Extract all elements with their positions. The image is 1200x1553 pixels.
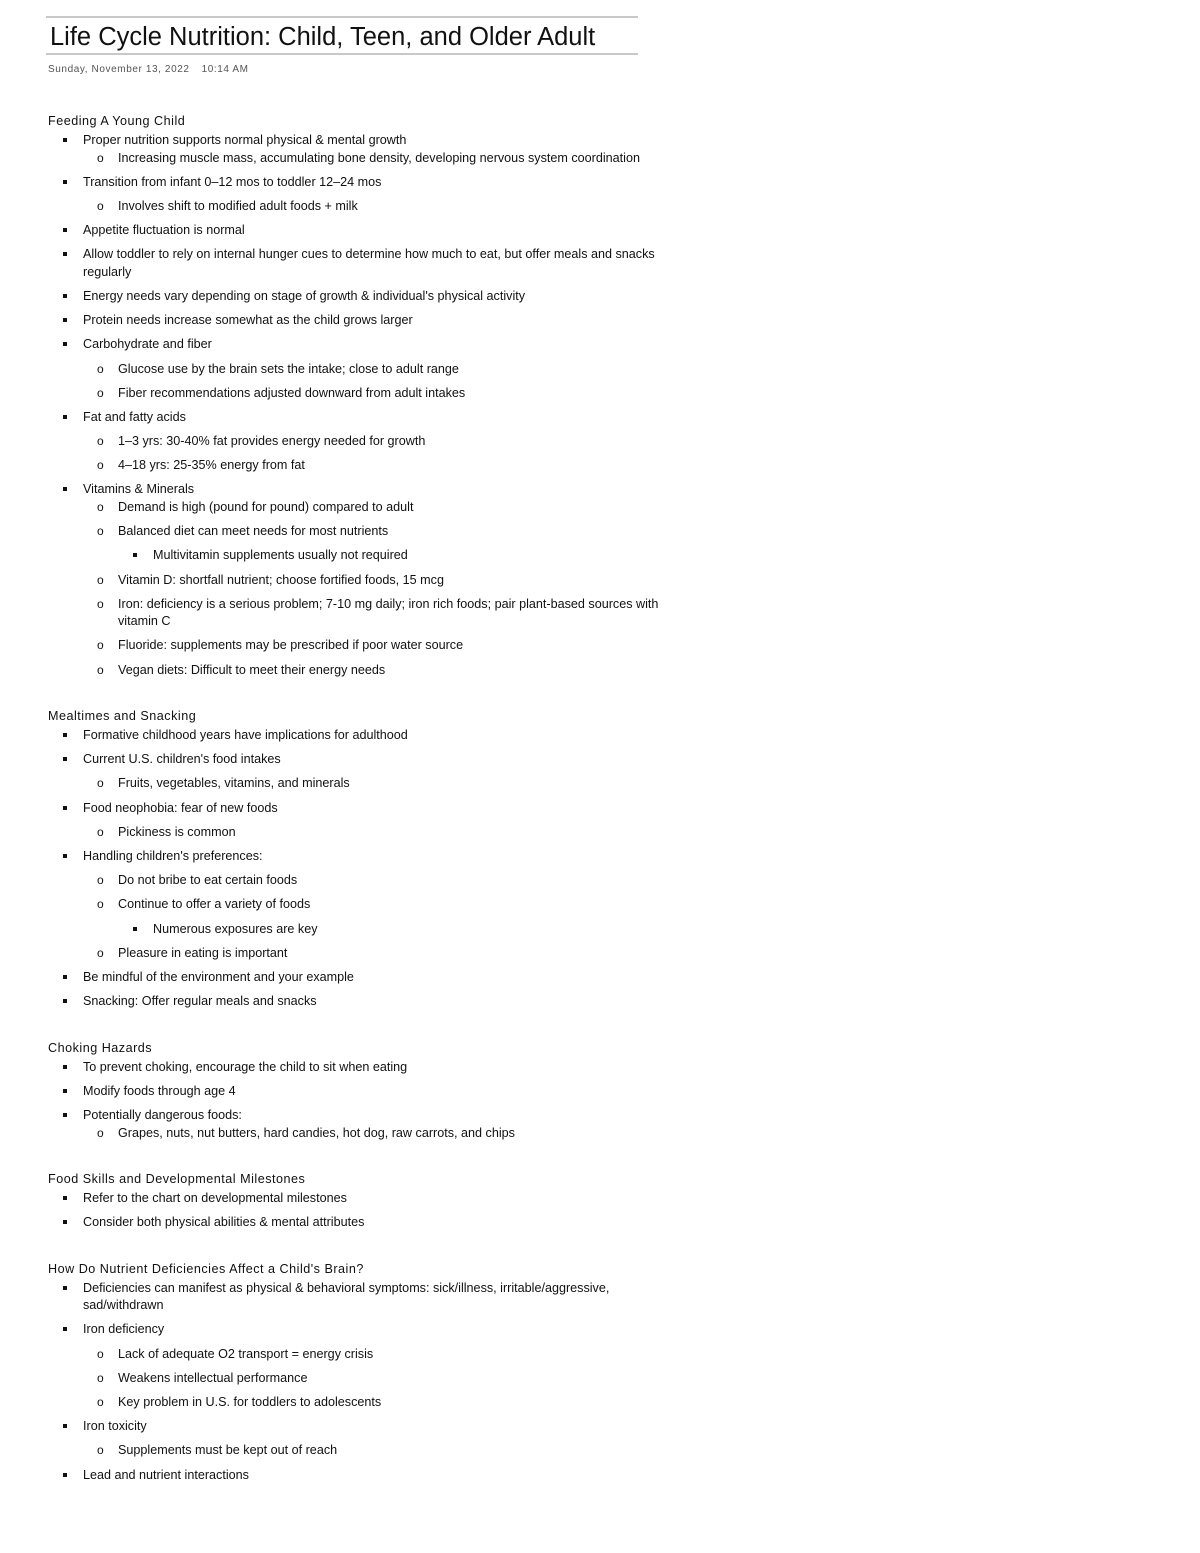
section-choking-hazards <box>48 1040 668 1142</box>
sub-list-item-text: Increasing muscle mass, accumulating bone density, developing nervous system coordination <box>118 150 640 165</box>
list-item <box>48 969 668 987</box>
section-food-skills-milestones <box>48 1171 668 1232</box>
sub-list <box>83 1346 668 1412</box>
list-item-text: Handling children's preferences: <box>83 849 263 863</box>
sub-list-item-text: Pickiness is common <box>118 824 236 839</box>
sub-list-item-text: Key problem in U.S. for toddlers to adolescents <box>118 1394 382 1409</box>
sub-list-item <box>83 872 668 890</box>
list-item-text: Modify foods through age 4 <box>83 1083 236 1098</box>
sub-list <box>83 433 668 475</box>
page-time: 10:14 AM <box>201 64 249 75</box>
sub-list-item <box>83 385 668 403</box>
list-item <box>48 751 668 793</box>
sub-list-item-text: Glucose use by the brain sets the intake; close to adult range <box>118 361 459 376</box>
list-item-text: Snacking: Offer regular meals and snacks <box>83 994 317 1009</box>
list-item <box>48 288 668 306</box>
sub-list-item <box>83 824 668 842</box>
list-item <box>48 1280 668 1315</box>
list-item <box>48 727 668 745</box>
sub-list-item <box>83 637 668 655</box>
sub-sub-list-item <box>118 547 668 565</box>
list-item-text: Food neophobia: fear of new foods <box>83 800 278 815</box>
list-item <box>48 1321 668 1411</box>
sub-list-item <box>83 433 668 451</box>
list-item <box>48 174 668 216</box>
list-item <box>48 1418 668 1460</box>
list-item-text: Appetite fluctuation is normal <box>83 223 245 238</box>
list-item <box>48 993 668 1011</box>
list-item <box>48 132 668 167</box>
list-item-text: Potentially dangerous foods: <box>83 1108 242 1122</box>
bullet-list <box>48 1059 668 1142</box>
list-item-text: Formative childhood years have implications for adulthood <box>83 728 408 743</box>
section-heading: Food Skills and Developmental Milestones <box>48 1172 306 1186</box>
sub-list <box>83 1125 668 1143</box>
sub-list-item <box>83 1346 668 1364</box>
sub-list-item-text: Weakens intellectual performance <box>118 1370 308 1385</box>
bullet-list <box>48 1280 668 1484</box>
sub-list-item-text: Vegan diets: Difficult to meet their energy needs <box>118 662 386 677</box>
list-item <box>48 246 668 281</box>
sub-list-item <box>83 1442 668 1460</box>
sub-list-item <box>83 896 668 938</box>
sub-list-item-text: Iron: deficiency is a serious problem; 7-10 mg daily; iron rich foods; pair plant-based sources with vitamin C <box>118 596 659 629</box>
bullet-list <box>48 1190 668 1232</box>
sub-list-item <box>83 457 668 475</box>
sub-list-item-text: 4–18 yrs: 25-35% energy from fat <box>118 458 305 473</box>
sub-list <box>83 150 668 168</box>
list-item-text: Lead and nutrient interactions <box>83 1467 249 1482</box>
sub-list-item <box>83 596 668 631</box>
sub-list-item-text: 1–3 yrs: 30-40% fat provides energy needed for growth <box>118 434 426 449</box>
page-title-block <box>46 16 638 55</box>
sub-list-item-text: Fiber recommendations adjusted downward from adult intakes <box>118 385 466 400</box>
sub-list-item <box>83 150 668 168</box>
section-heading: Mealtimes and Snacking <box>48 709 197 724</box>
page-timestamp <box>48 64 249 75</box>
sub-list-item-text: Fluoride: supplements may be prescribed if poor water source <box>118 638 464 653</box>
section-mealtimes-snacking <box>48 708 668 1011</box>
list-item-text: Transition from infant 0–12 mos to toddler 12–24 mos <box>83 174 382 189</box>
sub-list-item <box>83 662 668 680</box>
sub-list <box>83 361 668 403</box>
sub-list-item <box>83 523 668 565</box>
list-item-text: To prevent choking, encourage the child to sit when eating <box>83 1059 408 1074</box>
sub-list-item <box>83 775 668 793</box>
sub-list-item-text: Continue to offer a variety of foods <box>118 897 311 912</box>
sub-list-item <box>83 1394 668 1412</box>
sub-sub-list-item-text: Numerous exposures are key <box>153 921 318 936</box>
sub-list-item <box>83 198 668 216</box>
page-title[interactable]: Life Cycle Nutrition: Child, Teen, and Older Adult <box>50 23 596 51</box>
list-item-text: Allow toddler to rely on internal hunger cues to determine how much to eat, but offer meals and snacks regularly <box>83 247 655 279</box>
sub-list-item-text: Balanced diet can meet needs for most nutrients <box>118 524 389 539</box>
section-heading: Feeding A Young Child <box>48 114 186 128</box>
bullet-list <box>48 727 668 1011</box>
list-item-text: Current U.S. children's food intakes <box>83 752 281 767</box>
sub-list-item <box>83 361 668 379</box>
list-item-text: Proper nutrition supports normal physical & mental growth <box>83 133 407 147</box>
sub-list-item-text: Vitamin D: shortfall nutrient; choose fortified foods, 15 mcg <box>118 572 444 587</box>
list-item <box>48 1083 668 1101</box>
sub-list <box>83 824 668 842</box>
list-item-text: Carbohydrate and fiber <box>83 337 212 352</box>
section-nutrient-deficiencies-brain <box>48 1261 668 1484</box>
list-item <box>48 222 668 240</box>
list-item <box>48 1214 668 1232</box>
sub-list-item <box>83 1370 668 1388</box>
page-content <box>48 113 668 1503</box>
list-item-text: Protein needs increase somewhat as the child grows larger <box>83 313 413 328</box>
sub-sub-list <box>118 921 668 939</box>
section-heading: How Do Nutrient Deficiencies Affect a Child's Brain? <box>48 1261 364 1276</box>
sub-list-item <box>83 572 668 590</box>
list-item <box>48 1059 668 1077</box>
list-item-text: Deficiencies can manifest as physical & behavioral symptoms: sick/illness, irritable/aggressive, sad/withdrawn <box>83 1280 610 1313</box>
sub-sub-list-item-text: Multivitamin supplements usually not required <box>153 548 408 563</box>
sub-list-item <box>83 945 668 963</box>
list-item-text: Be mindful of the environment and your example <box>83 969 354 984</box>
list-item-text: Iron deficiency <box>83 1322 165 1337</box>
list-item <box>48 848 668 962</box>
list-item-text: Refer to the chart on developmental milestones <box>83 1191 347 1205</box>
list-item <box>48 481 668 679</box>
sub-list-item-text: Demand is high (pound for pound) compared to adult <box>118 499 414 514</box>
sub-list-item <box>83 1125 668 1143</box>
sub-sub-list <box>118 547 668 565</box>
list-item-text: Fat and fatty acids <box>83 409 186 424</box>
sub-list <box>83 198 668 216</box>
bullet-list <box>48 132 668 679</box>
list-item-text: Energy needs vary depending on stage of growth & individual's physical activity <box>83 288 526 303</box>
sub-list <box>83 872 668 962</box>
sub-list <box>83 775 668 793</box>
sub-list-item-text: Lack of adequate O2 transport = energy crisis <box>118 1346 374 1361</box>
sub-list-item-text: Involves shift to modified adult foods + milk <box>118 198 358 213</box>
sub-list-item-text: Pleasure in eating is important <box>118 945 288 960</box>
sub-list-item-text: Fruits, vegetables, vitamins, and minerals <box>118 776 350 791</box>
sub-list-item-text: Do not bribe to eat certain foods <box>118 873 298 888</box>
list-item <box>48 800 668 842</box>
list-item <box>48 409 668 475</box>
list-item-text: Iron toxicity <box>83 1419 147 1434</box>
section-feeding-young-child <box>48 113 668 679</box>
sub-list-item-text: Supplements must be kept out of reach <box>118 1443 338 1458</box>
list-item <box>48 312 668 330</box>
sub-list-item-text: Grapes, nuts, nut butters, hard candies, hot dog, raw carrots, and chips <box>118 1125 515 1140</box>
list-item-text: Vitamins & Minerals <box>83 482 195 497</box>
sub-sub-list-item <box>118 921 668 939</box>
sub-list <box>83 1442 668 1460</box>
list-item <box>48 1107 668 1142</box>
page-date: Sunday, November 13, 2022 <box>48 64 190 75</box>
list-item <box>48 1190 668 1208</box>
sub-list <box>83 499 668 679</box>
list-item <box>48 1467 668 1485</box>
list-item-text: Consider both physical abilities & mental attributes <box>83 1215 365 1230</box>
sub-list-item <box>83 499 668 517</box>
section-heading: Choking Hazards <box>48 1040 153 1055</box>
list-item <box>48 336 668 402</box>
